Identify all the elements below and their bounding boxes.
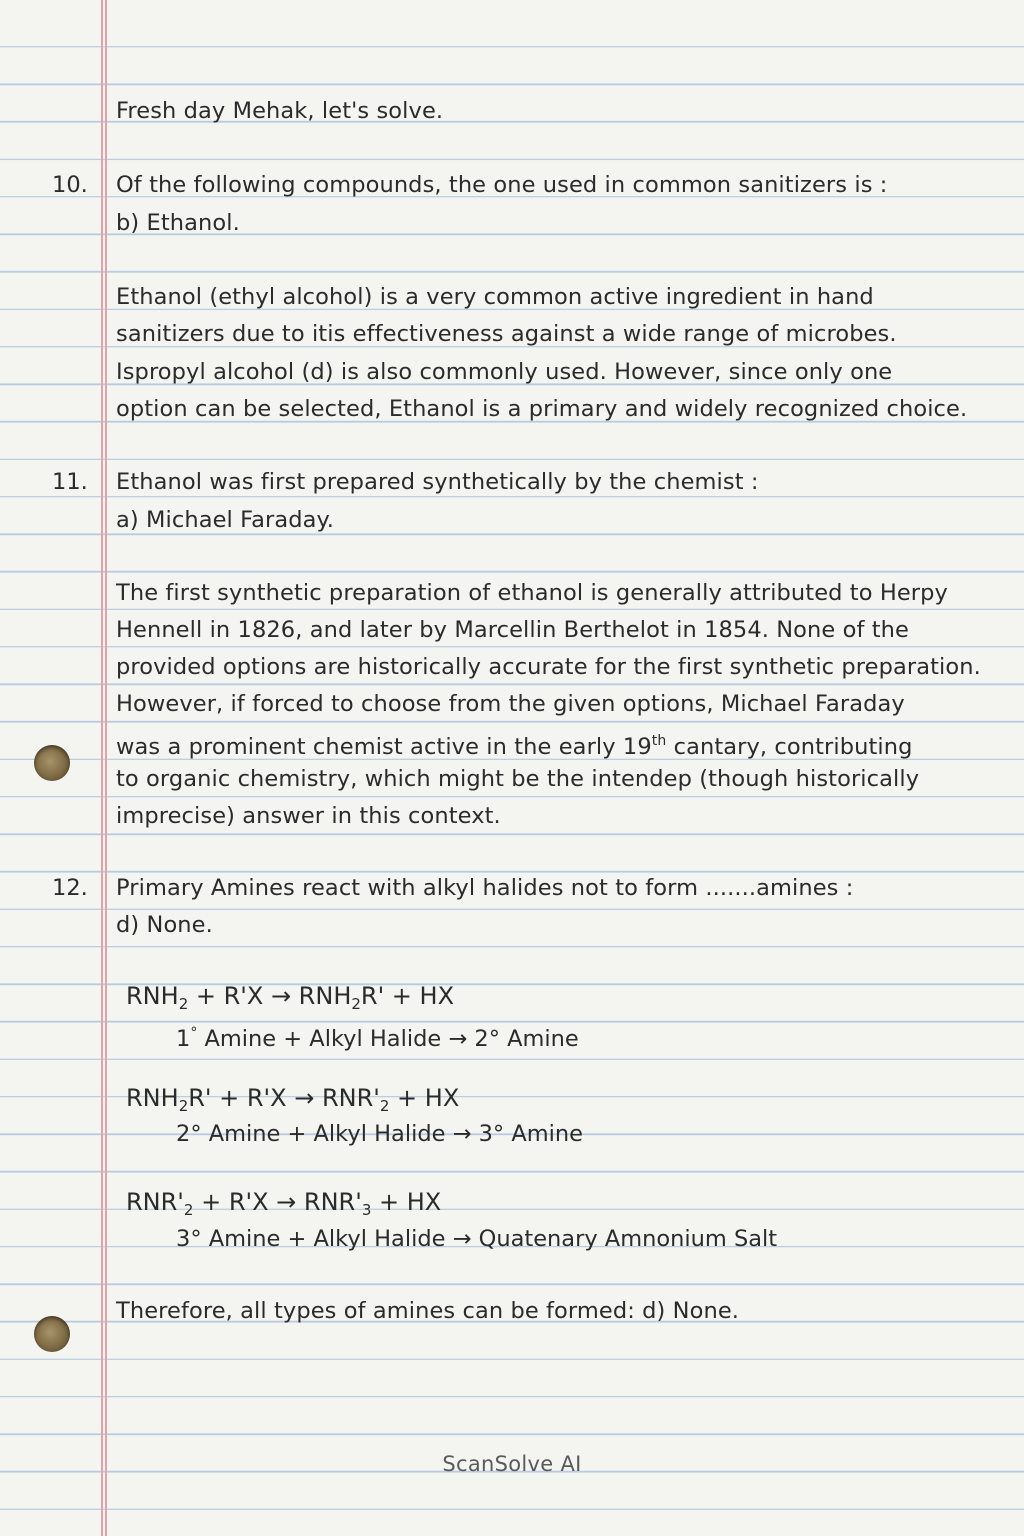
explanation-line: was a prominent chemist active in the early 19th cantary, contributing (116, 733, 913, 760)
explanation-line: to organic chemistry, which might be the intendep (though historically (116, 766, 920, 792)
greeting: Fresh day Mehak, let's solve. (116, 98, 444, 124)
reaction-equation: $RNH_2 + R'X \to RNH_2R'$ + HX (126, 982, 455, 1013)
binder-hole (34, 745, 70, 781)
question-number: 11. (52, 469, 88, 495)
question-text: Of the following compounds, the one used in common sanitizers is : (116, 172, 888, 198)
conclusion-text: Therefore, all types of amines can be formed: d) None. (116, 1298, 740, 1324)
question-text: Primary Amines react with alkyl halides not to form .......amines : (116, 875, 854, 901)
reaction-description: 1° Amine + Alkyl Halide → 2° Amine (176, 1025, 579, 1052)
question-number: 12. (52, 875, 88, 901)
reaction-description: 3° Amine + Alkyl Halide → Quatenary Amnonium Salt (176, 1226, 778, 1252)
explanation-line: The first synthetic preparation of ethanol is generally attributed to Herpy (116, 580, 948, 606)
question-text: Ethanol was first prepared synthetically by the chemist : (116, 469, 759, 495)
binder-hole (34, 1316, 70, 1352)
reaction-description: 2° Amine + Alkyl Halide → 3° Amine (176, 1121, 583, 1147)
explanation-line: provided options are historically accurate for the first synthetic preparation. (116, 654, 981, 680)
explanation-line: Hennell in 1826, and later by Marcellin Berthelot in 1854. None of the (116, 617, 909, 643)
explanation-line: Ispropyl alcohol (d) is also commonly used. However, since only one (116, 359, 893, 385)
question-number: 10. (52, 172, 88, 198)
explanation-line: imprecise) answer in this context. (116, 803, 501, 829)
margin-line (101, 0, 103, 1536)
watermark-footer: ScanSolve AI (442, 1452, 582, 1476)
explanation-line: option can be selected, Ethanol is a primary and widely recognized choice. (116, 396, 968, 422)
answer-text: d) None. (116, 912, 213, 938)
explanation-line: However, if forced to choose from the given options, Michael Faraday (116, 691, 905, 717)
explanation-line: sanitizers due to itis effectiveness against a wide range of microbes. (116, 321, 897, 347)
reaction-equation: $RNH_2R' + R'X \to RNR'_2$ + HX (126, 1084, 460, 1115)
margin-line (105, 0, 107, 1536)
answer-text: a) Michael Faraday. (116, 507, 334, 533)
reaction-equation: $RNR'_2 + R'X \to RNR'_3$ + HX (126, 1188, 442, 1219)
explanation-line: Ethanol (ethyl alcohol) is a very common active ingredient in hand (116, 284, 874, 310)
answer-text: b) Ethanol. (116, 210, 240, 236)
